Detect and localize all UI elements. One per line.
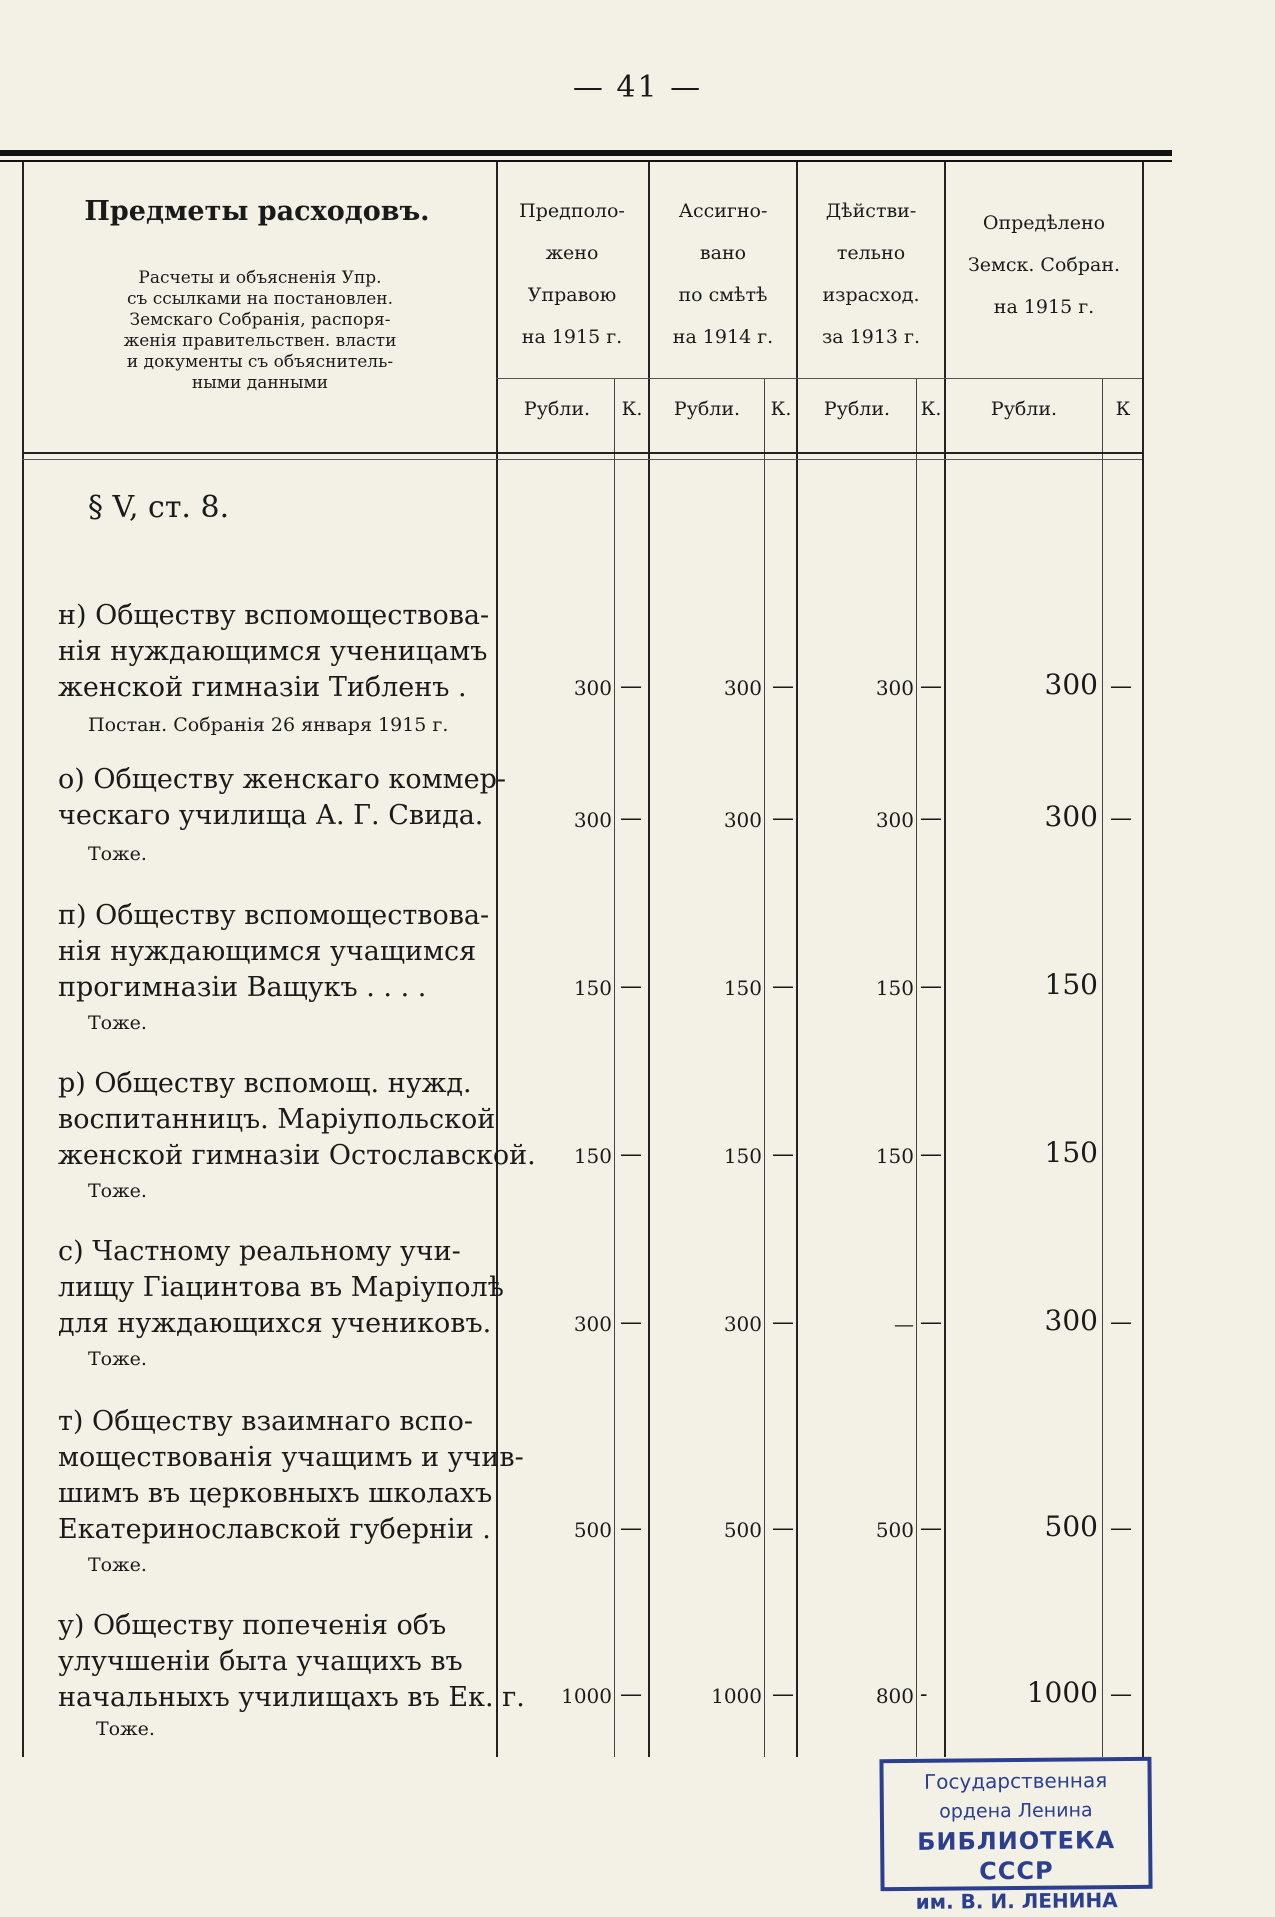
header-description — [60, 268, 460, 394]
stamp-line: Государственная — [923, 1768, 1108, 1794]
amount-kopeks: — — [772, 1310, 794, 1335]
amount-kopeks: — — [620, 1516, 642, 1541]
item-line: т) Обществу взаимнаго вспо- — [58, 1406, 474, 1437]
stamp-line: БИБЛИОТЕКА СССР — [916, 1826, 1116, 1886]
item-line: у) Обществу попеченія объ — [58, 1610, 447, 1641]
item-line: ческаго училища А. Г. Свида. — [58, 800, 484, 831]
desc-line: Земскаго Собранія, распоря- — [129, 310, 391, 330]
item-line: моществованія учащимъ и учив- — [58, 1442, 524, 1473]
expense-item — [58, 1404, 524, 1548]
unit-rubles: Рубли. — [823, 398, 891, 420]
amount-rubles: 150 — [573, 976, 612, 1000]
col-hdr-line: Предполо- — [519, 200, 625, 222]
kopek-divider — [614, 378, 615, 1757]
col-hdr-line: израсход. — [822, 284, 920, 306]
amount-rubles: 300 — [875, 676, 914, 700]
header-bottom-rule-thin — [22, 459, 1142, 460]
amount-kopeks: - — [920, 1682, 928, 1707]
page-number: — 41 — — [572, 70, 703, 105]
column-header-spent — [798, 190, 944, 358]
stamp-line: им. В. И. ЛЕНИНА — [915, 1888, 1118, 1914]
amount-kopeks: — — [772, 1516, 794, 1541]
amount-kopeks: — — [620, 974, 642, 999]
amount-rubles: 150 — [875, 976, 914, 1000]
expense-item — [58, 898, 498, 1006]
amount-kopeks: — — [620, 1682, 642, 1707]
kopek-divider — [764, 378, 765, 1757]
col-hdr-line: за 1913 г. — [821, 326, 921, 348]
top-rule-thin — [0, 160, 1172, 162]
amount-rubles: 300 — [573, 808, 612, 832]
amount-kopeks: — — [772, 1682, 794, 1707]
item-line: о) Обществу женскаго коммер- — [58, 764, 506, 795]
amount-rubles: 300 — [573, 1312, 612, 1336]
item-reference-note: Тоже. — [88, 843, 147, 865]
amount-rubles: 800 — [875, 1684, 914, 1708]
amount-rubles: 300 — [1044, 800, 1098, 833]
stamp-line: ордена Ленина — [939, 1799, 1093, 1823]
item-line: прогимназіи Ващукъ . . . . — [58, 972, 427, 1003]
item-line: улучшеніи быта учащихъ въ — [58, 1646, 463, 1677]
amount-kopeks: — — [772, 1142, 794, 1167]
column-header-proposed — [498, 190, 646, 358]
amount-kopeks: — — [920, 1142, 942, 1167]
col-hdr-line: Управою — [527, 284, 617, 306]
section-title: § V, ст. 8. — [88, 490, 230, 525]
item-line: лищу Гіацинтова въ Маріуполѣ — [58, 1272, 504, 1303]
col-hdr-line: по смѣтѣ — [678, 284, 768, 306]
col-hdr-line: Земск. Собран. — [967, 254, 1121, 276]
amount-rubles: — — [894, 1312, 914, 1336]
amount-rubles: 300 — [723, 1312, 762, 1336]
item-line: нія нуждающимся ученицамъ — [58, 636, 488, 667]
amount-kopeks: — — [620, 674, 642, 699]
amount-kopeks: — — [920, 1310, 942, 1335]
item-line: женской гимназіи Остославской. — [58, 1140, 536, 1171]
amount-rubles: 300 — [1044, 1304, 1098, 1337]
amount-rubles: 300 — [573, 676, 612, 700]
amount-rubles: 1000 — [1026, 1676, 1098, 1709]
col-hdr-line: вано — [699, 242, 747, 264]
amount-rubles: 150 — [1044, 1136, 1098, 1169]
col-hdr-line: Опредѣлено — [982, 212, 1106, 234]
desc-line: ными данными — [191, 373, 329, 393]
item-reference-note: Тоже. — [88, 1180, 147, 1202]
amount-rubles: 300 — [723, 676, 762, 700]
col-hdr-line: Дѣйстви- — [825, 200, 917, 222]
expense-item — [58, 1066, 536, 1174]
col-hdr-line: Ассигно- — [678, 200, 768, 222]
item-line: с) Частному реальному учи- — [58, 1236, 461, 1267]
item-line: воспитанницъ. Маріупольской — [58, 1104, 496, 1135]
amount-kopeks: — — [920, 674, 942, 699]
item-reference-note: Тоже. — [96, 1718, 155, 1740]
unit-kopeks: К. — [770, 398, 792, 420]
kopek-divider — [916, 378, 917, 1757]
amount-kopeks: — — [920, 806, 942, 831]
expense-item — [58, 598, 498, 706]
amount-kopeks: — — [620, 1142, 642, 1167]
item-line: Екатеринославской губерніи . — [58, 1514, 491, 1545]
unit-kopeks: К. — [621, 398, 643, 420]
expense-item — [58, 1234, 504, 1342]
unit-kopeks: К — [1115, 398, 1131, 420]
top-rule — [0, 150, 1172, 156]
table-border-right — [1142, 162, 1144, 1757]
kopek-divider — [1102, 378, 1103, 1757]
header-rule — [496, 378, 1142, 379]
amount-rubles: 500 — [875, 1518, 914, 1542]
item-line: женской гимназіи Тибленъ . — [58, 672, 467, 703]
amount-kopeks: — — [1110, 674, 1132, 699]
desc-line: Расчеты и объясненія Упр. — [138, 268, 382, 288]
item-reference-note: Постан. Собранія 26 января 1915 г. — [88, 714, 449, 736]
item-reference-note: Тоже. — [88, 1012, 147, 1034]
amount-kopeks: — — [772, 974, 794, 999]
table-border-left — [22, 162, 24, 1757]
amount-rubles: 300 — [1044, 668, 1098, 701]
expense-item — [58, 762, 506, 834]
amount-kopeks: — — [1110, 1682, 1132, 1707]
unit-rubles: Рубли. — [523, 398, 591, 420]
amount-rubles: 300 — [723, 808, 762, 832]
amount-kopeks: — — [920, 1516, 942, 1541]
amount-rubles: 150 — [723, 976, 762, 1000]
desc-line: женія правительствен. власти — [123, 331, 397, 351]
item-line: нія нуждающимся учащимся — [58, 936, 477, 967]
col-hdr-line: на 1915 г. — [993, 296, 1095, 318]
col-hdr-line: тельно — [836, 242, 906, 264]
amount-kopeks: — — [620, 1310, 642, 1335]
unit-rubles: Рубли. — [990, 398, 1058, 420]
col-hdr-line: жено — [545, 242, 599, 264]
amount-rubles: 150 — [723, 1144, 762, 1168]
item-line: шимъ въ церковныхъ школахъ — [58, 1478, 493, 1509]
amount-rubles: 150 — [1044, 968, 1098, 1001]
amount-rubles: 1000 — [711, 1684, 762, 1708]
amount-rubles: 1000 — [561, 1684, 612, 1708]
unit-kopeks: К. — [920, 398, 942, 420]
amount-kopeks: — — [772, 806, 794, 831]
desc-line: и документы съ объяснитель- — [126, 352, 394, 372]
item-line: н) Обществу вспомоществова- — [58, 600, 490, 631]
amount-kopeks: — — [1110, 1310, 1132, 1335]
unit-rubles: Рубли. — [673, 398, 741, 420]
item-line: р) Обществу вспомощ. нужд. — [58, 1068, 472, 1099]
header-title: Предметы расходовъ. — [84, 196, 430, 227]
amount-rubles: 500 — [723, 1518, 762, 1542]
amount-kopeks: — — [1110, 1516, 1132, 1541]
amount-kopeks: — — [1110, 806, 1132, 831]
amount-rubles: 150 — [875, 1144, 914, 1168]
amount-rubles: 500 — [573, 1518, 612, 1542]
column-header-determined — [946, 202, 1142, 328]
amount-kopeks: — — [772, 674, 794, 699]
desc-line: съ ссылками на постановлен. — [126, 289, 394, 309]
expense-item — [58, 1608, 525, 1716]
amount-kopeks: — — [920, 974, 942, 999]
column-header-assigned — [650, 190, 796, 358]
item-line: п) Обществу вспомоществова- — [58, 900, 490, 931]
item-line: начальныхъ училищахъ въ Ек. г. — [58, 1682, 525, 1713]
amount-rubles: 500 — [1044, 1510, 1098, 1543]
amount-rubles: 150 — [573, 1144, 612, 1168]
item-line: для нуждающихся учениковъ. — [58, 1308, 492, 1339]
header-bottom-rule — [22, 452, 1142, 454]
col-hdr-line: на 1914 г. — [672, 326, 774, 348]
library-stamp — [879, 1757, 1152, 1914]
item-reference-note: Тоже. — [88, 1348, 147, 1370]
item-reference-note: Тоже. — [88, 1554, 147, 1576]
amount-kopeks: — — [620, 806, 642, 831]
amount-rubles: 300 — [875, 808, 914, 832]
col-hdr-line: на 1915 г. — [521, 326, 623, 348]
